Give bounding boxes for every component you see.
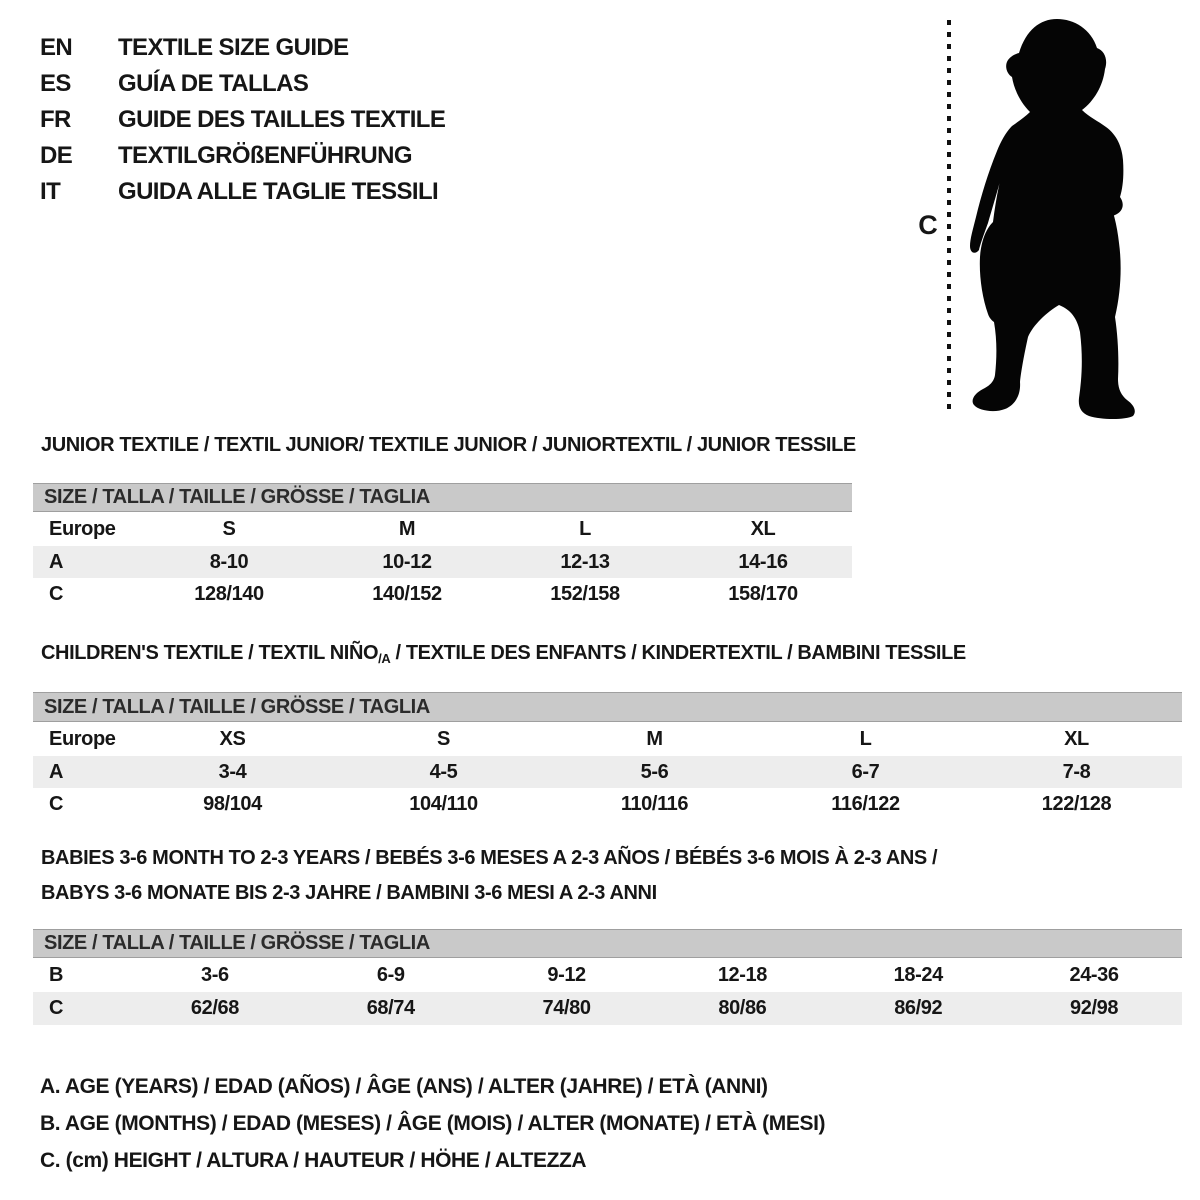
table-cell: S bbox=[222, 517, 236, 540]
language-title: TEXTILE SIZE GUIDE bbox=[118, 34, 349, 61]
language-title: TEXTILGRÖßENFÜHRUNG bbox=[118, 142, 412, 169]
table-row-europe bbox=[33, 512, 852, 546]
children-section-title bbox=[41, 642, 966, 665]
table-cell: 158/170 bbox=[728, 583, 798, 605]
language-title: GUÍA DE TALLAS bbox=[118, 70, 309, 97]
size-header-bar: SIZE / TALLA / TAILLE / GRÖSSE / TAGLIA bbox=[33, 692, 1182, 722]
table-row-age-months bbox=[33, 958, 1182, 992]
language-title: GUIDA ALLE TAGLIE TESSILI bbox=[118, 178, 439, 205]
table-cell: XL bbox=[750, 517, 776, 540]
legend-line-c: C. (cm) HEIGHT / ALTURA / HAUTEUR / HÖHE / ALTEZZA bbox=[40, 1149, 587, 1172]
table-row-height-cm bbox=[33, 992, 1182, 1025]
table-row-height-cm bbox=[33, 788, 1182, 821]
legend-line-a: A. AGE (YEARS) / EDAD (AÑOS) / ÂGE (ANS) / ALTER (JAHRE) / ETÀ (ANNI) bbox=[40, 1075, 768, 1098]
table-cell: XS bbox=[219, 727, 246, 750]
table-cell: 10-12 bbox=[382, 550, 432, 573]
row-label: C bbox=[49, 997, 64, 1019]
babies-section-title-line2: BABYS 3-6 MONATE BIS 2-3 JAHRE / BAMBINI 3-6 MESI A 2-3 ANNI bbox=[41, 882, 657, 904]
table-cell: 122/128 bbox=[1041, 793, 1112, 815]
legend bbox=[40, 1068, 825, 1179]
table-cell: 4-5 bbox=[429, 760, 458, 783]
table-cell: 62/68 bbox=[190, 997, 239, 1019]
junior-size-table bbox=[33, 483, 852, 611]
row-label: B bbox=[49, 963, 64, 986]
language-row-es bbox=[40, 66, 445, 102]
toddler-silhouette bbox=[970, 19, 1135, 419]
size-header-bar: SIZE / TALLA / TAILLE / GRÖSSE / TAGLIA bbox=[33, 929, 1182, 958]
babies-section-title-line1: BABIES 3-6 MONTH TO 2-3 YEARS / BEBÉS 3-6 MESES A 2-3 AÑOS / BÉBÉS 3-6 MOIS À 2-3 ANS / bbox=[41, 847, 938, 869]
children-title-post: / TEXTILE DES ENFANTS / KINDERTEXTIL / BAMBINI TESSILE bbox=[390, 642, 966, 664]
language-row-it bbox=[40, 174, 445, 210]
table-cell: 14-16 bbox=[738, 550, 788, 573]
junior-section-title: JUNIOR TEXTILE / TEXTIL JUNIOR/ TEXTILE JUNIOR / JUNIORTEXTIL / JUNIOR TESSILE bbox=[41, 434, 856, 456]
table-row-europe bbox=[33, 722, 1182, 756]
table-cell: 6-7 bbox=[851, 760, 880, 783]
table-cell: 6-9 bbox=[376, 963, 405, 986]
table-cell: 3-6 bbox=[201, 963, 229, 986]
table-cell: 128/140 bbox=[194, 583, 264, 605]
table-cell: 152/158 bbox=[550, 583, 620, 605]
language-code: FR bbox=[40, 106, 71, 133]
table-cell: 92/98 bbox=[1070, 997, 1119, 1019]
size-header-bar: SIZE / TALLA / TAILLE / GRÖSSE / TAGLIA bbox=[33, 483, 852, 512]
language-code: DE bbox=[40, 142, 73, 169]
table-cell: 80/86 bbox=[718, 997, 767, 1019]
table-cell: 24-36 bbox=[1069, 963, 1119, 986]
table-cell: 5-6 bbox=[640, 760, 669, 783]
table-cell: 140/152 bbox=[372, 583, 442, 605]
table-cell: L bbox=[859, 727, 872, 750]
height-measure-label: C bbox=[918, 210, 938, 240]
table-cell: 9-12 bbox=[547, 963, 586, 986]
table-cell: 98/104 bbox=[203, 793, 262, 815]
language-code: ES bbox=[40, 70, 71, 97]
table-cell: 104/110 bbox=[409, 793, 478, 815]
row-label: C bbox=[49, 793, 64, 815]
table-cell: 3-4 bbox=[218, 760, 247, 783]
table-cell: 74/80 bbox=[542, 997, 591, 1019]
table-cell: 110/116 bbox=[620, 793, 689, 815]
language-row-en bbox=[40, 30, 445, 66]
table-row-age-years bbox=[33, 546, 852, 578]
table-cell: 116/122 bbox=[831, 793, 900, 815]
table-cell: 7-8 bbox=[1062, 760, 1091, 783]
table-cell: M bbox=[646, 727, 663, 750]
language-list bbox=[40, 30, 445, 210]
babies-size-table bbox=[33, 929, 1182, 1025]
table-cell: S bbox=[437, 727, 450, 750]
children-size-table bbox=[33, 692, 1182, 821]
row-label: Europe bbox=[49, 727, 116, 750]
table-cell: M bbox=[398, 517, 416, 540]
language-code: EN bbox=[40, 34, 73, 61]
row-label: A bbox=[49, 760, 64, 783]
language-title: GUIDE DES TAILLES TEXTILE bbox=[118, 106, 446, 133]
table-cell: XL bbox=[1064, 727, 1089, 750]
table-cell: 12-13 bbox=[560, 550, 610, 573]
table-row-age-years bbox=[33, 756, 1182, 788]
language-code: IT bbox=[40, 178, 61, 205]
row-label: C bbox=[49, 583, 64, 605]
children-title-pre: CHILDREN'S TEXTILE / TEXTIL NIÑO bbox=[41, 642, 379, 664]
row-label: Europe bbox=[49, 517, 116, 540]
table-row-height-cm bbox=[33, 578, 852, 611]
table-cell: 8-10 bbox=[209, 550, 249, 573]
table-cell: L bbox=[579, 517, 591, 540]
table-cell: 68/74 bbox=[366, 997, 415, 1019]
table-cell: 18-24 bbox=[893, 963, 943, 986]
children-title-sub: /A bbox=[378, 651, 391, 666]
legend-line-b: B. AGE (MONTHS) / EDAD (MESES) / ÂGE (MOIS) / ALTER (MONATE) / ETÀ (MESI) bbox=[40, 1112, 826, 1135]
table-cell: 12-18 bbox=[717, 963, 767, 986]
row-label: A bbox=[49, 550, 64, 573]
language-row-fr bbox=[40, 102, 445, 138]
language-row-de bbox=[40, 138, 445, 174]
table-cell: 86/92 bbox=[894, 997, 943, 1019]
